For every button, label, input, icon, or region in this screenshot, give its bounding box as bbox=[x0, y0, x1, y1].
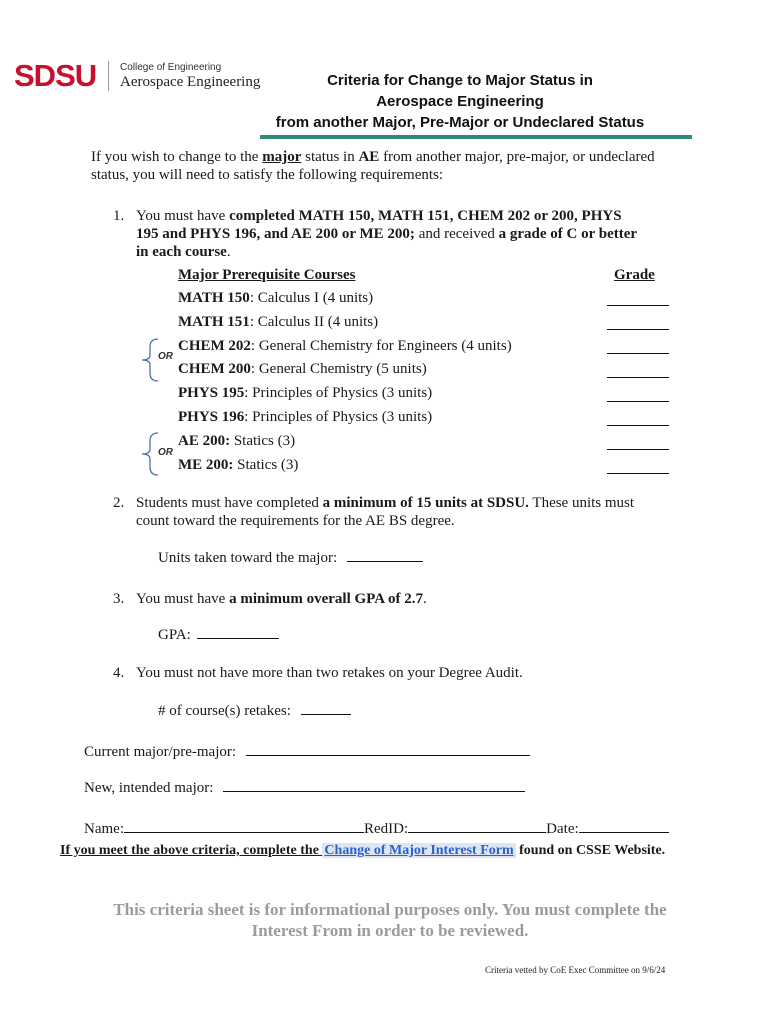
req4-number: 4. bbox=[113, 665, 125, 681]
grade-blank[interactable] bbox=[607, 401, 669, 402]
intro-major: major bbox=[262, 149, 302, 165]
req1-line-3 bbox=[136, 243, 231, 262]
or-label: OR bbox=[158, 351, 173, 362]
req2-text: These units must bbox=[528, 495, 635, 511]
req2-number: 2. bbox=[113, 495, 125, 511]
course-code: CHEM 200 bbox=[178, 361, 251, 377]
req2-bold: a minimum of 15 units at SDSU. bbox=[322, 495, 529, 511]
redid-input[interactable] bbox=[408, 818, 546, 833]
intro-text: status in bbox=[301, 149, 359, 165]
title-line-3: from another Major, Pre-Major or Undeclared Status bbox=[275, 114, 645, 131]
req1-text: and received bbox=[414, 226, 499, 242]
course-desc: : Principles of Physics (3 units) bbox=[244, 409, 433, 425]
current-major-input[interactable] bbox=[246, 741, 530, 756]
intro-ae: AE bbox=[358, 149, 380, 165]
course-desc: Statics (3) bbox=[233, 457, 299, 473]
req1-text: You must have bbox=[136, 208, 230, 224]
req3-bold: a minimum overall GPA of 2.7 bbox=[229, 591, 423, 607]
intended-major-input[interactable] bbox=[223, 777, 525, 792]
req1-text: . bbox=[226, 244, 231, 260]
gpa-field bbox=[158, 624, 279, 645]
course-row bbox=[178, 432, 295, 451]
disclaimer-line-1: This criteria sheet is for informational purposes only. You must complete the bbox=[113, 900, 667, 919]
gpa-input[interactable] bbox=[197, 624, 279, 639]
interest-form-note bbox=[60, 843, 710, 859]
req2-text: Students must have completed bbox=[136, 495, 323, 511]
date-input[interactable] bbox=[579, 818, 669, 833]
grade-blank[interactable] bbox=[607, 305, 669, 306]
footer-note: Criteria vetted by CoE Exec Committee on 9/6/24 bbox=[485, 965, 666, 975]
date-label: Date: bbox=[546, 821, 579, 837]
course-code: PHYS 196 bbox=[178, 409, 245, 425]
intended-major-label: New, intended major: bbox=[84, 780, 214, 796]
units-input[interactable] bbox=[347, 547, 423, 562]
note-text: If you meet the above criteria, complete the bbox=[60, 843, 323, 858]
intended-major-field bbox=[84, 777, 525, 798]
grade-blank[interactable] bbox=[607, 353, 669, 354]
course-code: ME 200: bbox=[178, 457, 234, 473]
grade-blank[interactable] bbox=[607, 329, 669, 330]
course-desc: Statics (3) bbox=[230, 433, 296, 449]
course-desc: : Calculus II (4 units) bbox=[249, 314, 379, 330]
course-row bbox=[178, 313, 378, 332]
title-rule bbox=[260, 135, 692, 139]
or-label: OR bbox=[158, 447, 173, 458]
grade-blank[interactable] bbox=[607, 425, 669, 426]
req4-line-1: You must not have more than two retakes on your Degree Audit. bbox=[136, 665, 523, 681]
req3-number: 3. bbox=[113, 591, 125, 607]
name-label: Name: bbox=[84, 821, 124, 837]
req1-number: 1. bbox=[113, 208, 125, 224]
disclaimer bbox=[60, 899, 720, 941]
current-major-label: Current major/pre-major: bbox=[84, 744, 237, 760]
courses-header: Major Prerequisite Courses bbox=[178, 267, 356, 283]
course-code: MATH 151 bbox=[178, 314, 250, 330]
course-desc: : General Chemistry (5 units) bbox=[250, 361, 427, 377]
course-row bbox=[178, 408, 432, 427]
units-label: Units taken toward the major: bbox=[158, 550, 338, 566]
course-desc: : General Chemistry for Engineers (4 units) bbox=[250, 338, 512, 354]
course-desc: : Principles of Physics (3 units) bbox=[244, 385, 433, 401]
req1-bold: a grade of C or better bbox=[498, 226, 638, 242]
req2-line-2: count toward the requirements for the AE BS degree. bbox=[136, 513, 455, 529]
retakes-label: # of course(s) retakes: bbox=[158, 703, 291, 719]
grade-header: Grade bbox=[614, 267, 655, 283]
req1-bold: completed MATH 150, MATH 151, CHEM 202 or 200, PHYS bbox=[229, 208, 622, 224]
retakes-field bbox=[158, 700, 351, 721]
title-line-2: Aerospace Engineering bbox=[376, 93, 544, 110]
disclaimer-line-2: Interest From in order to be reviewed. bbox=[251, 921, 529, 940]
retakes-input[interactable] bbox=[301, 700, 351, 715]
req1-line-2 bbox=[136, 225, 637, 244]
course-code: MATH 150 bbox=[178, 290, 250, 306]
course-code: CHEM 202 bbox=[178, 338, 251, 354]
req3-text: . bbox=[422, 591, 427, 607]
course-row bbox=[178, 337, 512, 356]
course-code: PHYS 195 bbox=[178, 385, 245, 401]
units-field bbox=[158, 547, 423, 568]
grade-blank[interactable] bbox=[607, 377, 669, 378]
intro-text: from another major, pre-major, or undeclared bbox=[379, 149, 655, 165]
intro-line-1 bbox=[91, 148, 655, 167]
name-input[interactable] bbox=[124, 818, 364, 833]
note-text: found on CSSE Website. bbox=[515, 843, 666, 858]
sdsu-logo: SDSU bbox=[14, 58, 97, 93]
page-title bbox=[260, 70, 660, 133]
intro-text: If you wish to change to the bbox=[91, 149, 263, 165]
course-desc: : Calculus I (4 units) bbox=[249, 290, 374, 306]
course-row bbox=[178, 360, 427, 379]
signature-row bbox=[84, 818, 669, 839]
req1-line-1 bbox=[136, 207, 622, 226]
title-line-1: Criteria for Change to Major Status in bbox=[327, 72, 593, 89]
college-name: College of Engineering bbox=[120, 62, 222, 73]
logo-divider bbox=[108, 61, 109, 91]
interest-form-link[interactable]: Change of Major Interest Form bbox=[324, 843, 514, 858]
req1-bold: in each course bbox=[136, 244, 227, 260]
req2-line-1 bbox=[136, 494, 634, 513]
course-code: AE 200: bbox=[178, 433, 231, 449]
intro-line-2: status, you will need to satisfy the following requirements: bbox=[91, 167, 444, 183]
current-major-field bbox=[84, 741, 530, 762]
req3-line-1 bbox=[136, 590, 427, 609]
gpa-label: GPA: bbox=[158, 627, 191, 643]
redid-label: RedID: bbox=[363, 821, 409, 837]
department-name: Aerospace Engineering bbox=[120, 74, 261, 90]
grade-blank[interactable] bbox=[607, 449, 669, 450]
course-row bbox=[178, 289, 373, 308]
course-row bbox=[178, 384, 432, 403]
grade-blank[interactable] bbox=[607, 473, 669, 474]
course-row bbox=[178, 456, 298, 475]
req3-text: You must have bbox=[136, 591, 230, 607]
req1-bold: 195 and PHYS 196, and AE 200 or ME 200; bbox=[136, 226, 415, 242]
